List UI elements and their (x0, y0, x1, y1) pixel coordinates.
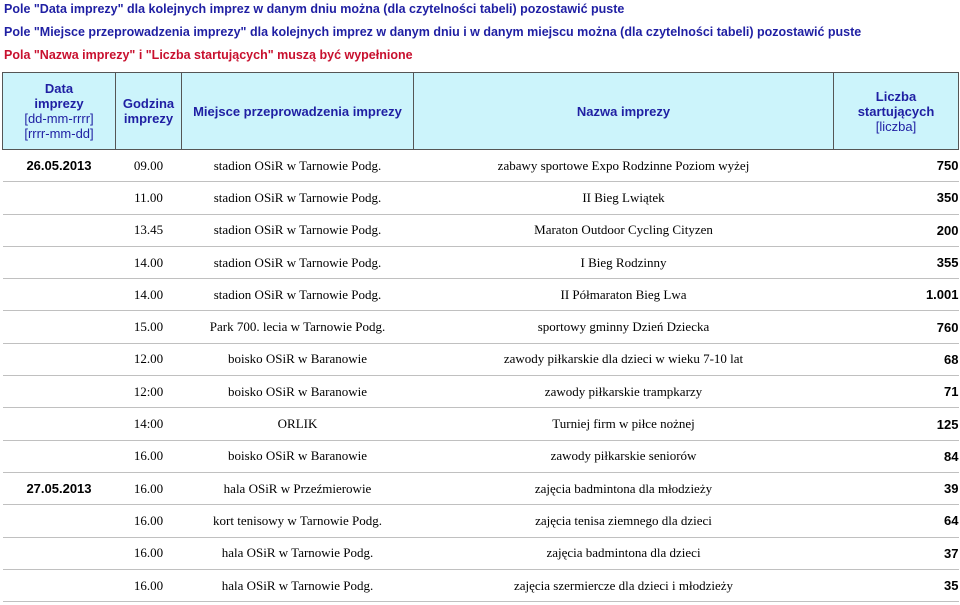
header-count-line: Liczba (875, 88, 917, 104)
count-cell: 68 (834, 343, 959, 375)
header-time (116, 73, 182, 150)
name-cell: zajęcia szermiercze dla dzieci i młodzieży (414, 569, 834, 601)
count-cell: 39 (834, 472, 959, 504)
header-date-line: [rrrr-mm-dd] (24, 126, 94, 141)
note-place-field: Pole "Miejsce przeprowadzenia imprezy" dla kolejnych imprez w danym dniu i w danym miejscu można (dla czytelności tabeli) pozostawić puste (4, 25, 862, 39)
events-table (2, 72, 959, 602)
table-row (3, 472, 959, 504)
header-date-line: [dd-mm-rrrr] (24, 111, 94, 126)
header-count-line: [liczba] (875, 118, 917, 134)
header-row (3, 73, 959, 150)
place-cell: boisko OSiR w Baranowie (182, 440, 414, 472)
table-row (3, 376, 959, 408)
time-cell: 12.00 (116, 343, 182, 375)
count-cell: 355 (834, 246, 959, 278)
table-row (3, 182, 959, 214)
name-cell: zajęcia badmintona dla dzieci (414, 537, 834, 569)
table-row (3, 214, 959, 246)
header-count (834, 73, 959, 150)
header-time-line: Godzina (122, 96, 175, 111)
place-cell: boisko OSiR w Baranowie (182, 343, 414, 375)
place-cell: stadion OSiR w Tarnowie Podg. (182, 150, 414, 182)
name-cell: II Bieg Lwiątek (414, 182, 834, 214)
table-row (3, 408, 959, 440)
time-cell: 13.45 (116, 214, 182, 246)
time-cell: 16.00 (116, 440, 182, 472)
count-cell: 750 (834, 150, 959, 182)
date-cell (3, 279, 116, 311)
date-cell (3, 246, 116, 278)
date-cell (3, 343, 116, 375)
name-cell: I Bieg Rodzinny (414, 246, 834, 278)
count-cell: 37 (834, 537, 959, 569)
date-cell (3, 537, 116, 569)
place-cell: Park 700. lecia w Tarnowie Podg. (182, 311, 414, 343)
time-cell: 14:00 (116, 408, 182, 440)
table-row (3, 537, 959, 569)
time-cell: 09.00 (116, 150, 182, 182)
place-cell: kort tenisowy w Tarnowie Podg. (182, 505, 414, 537)
time-cell: 16.00 (116, 505, 182, 537)
table-row (3, 150, 959, 182)
count-cell: 64 (834, 505, 959, 537)
time-cell: 12:00 (116, 376, 182, 408)
name-cell: zabawy sportowe Expo Rodzinne Poziom wyżej (414, 150, 834, 182)
place-cell: stadion OSiR w Tarnowie Podg. (182, 279, 414, 311)
header-date-line: Data (44, 81, 74, 96)
name-cell: zajęcia badmintona dla młodzieży (414, 472, 834, 504)
time-cell: 14.00 (116, 279, 182, 311)
table-row (3, 505, 959, 537)
header-name (414, 73, 834, 150)
time-cell: 11.00 (116, 182, 182, 214)
count-cell: 350 (834, 182, 959, 214)
count-cell: 84 (834, 440, 959, 472)
name-cell: zawody piłkarskie trampkarzy (414, 376, 834, 408)
date-cell (3, 505, 116, 537)
place-cell: stadion OSiR w Tarnowie Podg. (182, 246, 414, 278)
note-date-field: Pole "Data imprezy" dla kolejnych imprez w danym dniu można (dla czytelności tabeli) pozostawić puste (4, 2, 625, 16)
table-row (3, 311, 959, 343)
count-cell: 200 (834, 214, 959, 246)
table-row (3, 440, 959, 472)
place-cell: boisko OSiR w Baranowie (182, 376, 414, 408)
note-required-fields: Pola "Nazwa imprezy" i "Liczba startujących" muszą być wypełnione (4, 48, 413, 62)
time-cell: 14.00 (116, 246, 182, 278)
header-name-line: Nazwa imprezy (576, 103, 671, 119)
events-body (3, 150, 959, 602)
date-cell (3, 408, 116, 440)
table-row (3, 343, 959, 375)
place-cell: hala OSiR w Przeźmierowie (182, 472, 414, 504)
header-time-line: imprezy (123, 111, 174, 126)
header-place-line: Miejsce przeprowadzenia imprezy (193, 103, 402, 119)
header-place (182, 73, 414, 150)
date-cell: 27.05.2013 (3, 472, 116, 504)
name-cell: zawody piłkarskie dla dzieci w wieku 7-10 lat (414, 343, 834, 375)
header-date (3, 73, 116, 150)
table-row (3, 246, 959, 278)
time-cell: 16.00 (116, 537, 182, 569)
date-cell: 26.05.2013 (3, 150, 116, 182)
date-cell (3, 311, 116, 343)
place-cell: hala OSiR w Tarnowie Podg. (182, 569, 414, 601)
place-cell: stadion OSiR w Tarnowie Podg. (182, 182, 414, 214)
count-cell: 125 (834, 408, 959, 440)
table-row (3, 279, 959, 311)
date-cell (3, 376, 116, 408)
place-cell: stadion OSiR w Tarnowie Podg. (182, 214, 414, 246)
time-cell: 16.00 (116, 472, 182, 504)
place-cell: hala OSiR w Tarnowie Podg. (182, 537, 414, 569)
name-cell: zawody piłkarskie seniorów (414, 440, 834, 472)
count-cell: 1.001 (834, 279, 959, 311)
name-cell: Maraton Outdoor Cycling Cityzen (414, 214, 834, 246)
time-cell: 16.00 (116, 569, 182, 601)
name-cell: sportowy gminny Dzień Dziecka (414, 311, 834, 343)
table-row (3, 569, 959, 601)
date-cell (3, 214, 116, 246)
date-cell (3, 440, 116, 472)
place-cell: ORLIK (182, 408, 414, 440)
name-cell: zajęcia tenisa ziemnego dla dzieci (414, 505, 834, 537)
count-cell: 35 (834, 569, 959, 601)
header-date-line: imprezy (34, 96, 84, 111)
date-cell (3, 569, 116, 601)
header-count-line: startujących (857, 103, 935, 119)
name-cell: Turniej firm w piłce nożnej (414, 408, 834, 440)
name-cell: II Półmaraton Bieg Lwa (414, 279, 834, 311)
count-cell: 71 (834, 376, 959, 408)
count-cell: 760 (834, 311, 959, 343)
date-cell (3, 182, 116, 214)
time-cell: 15.00 (116, 311, 182, 343)
